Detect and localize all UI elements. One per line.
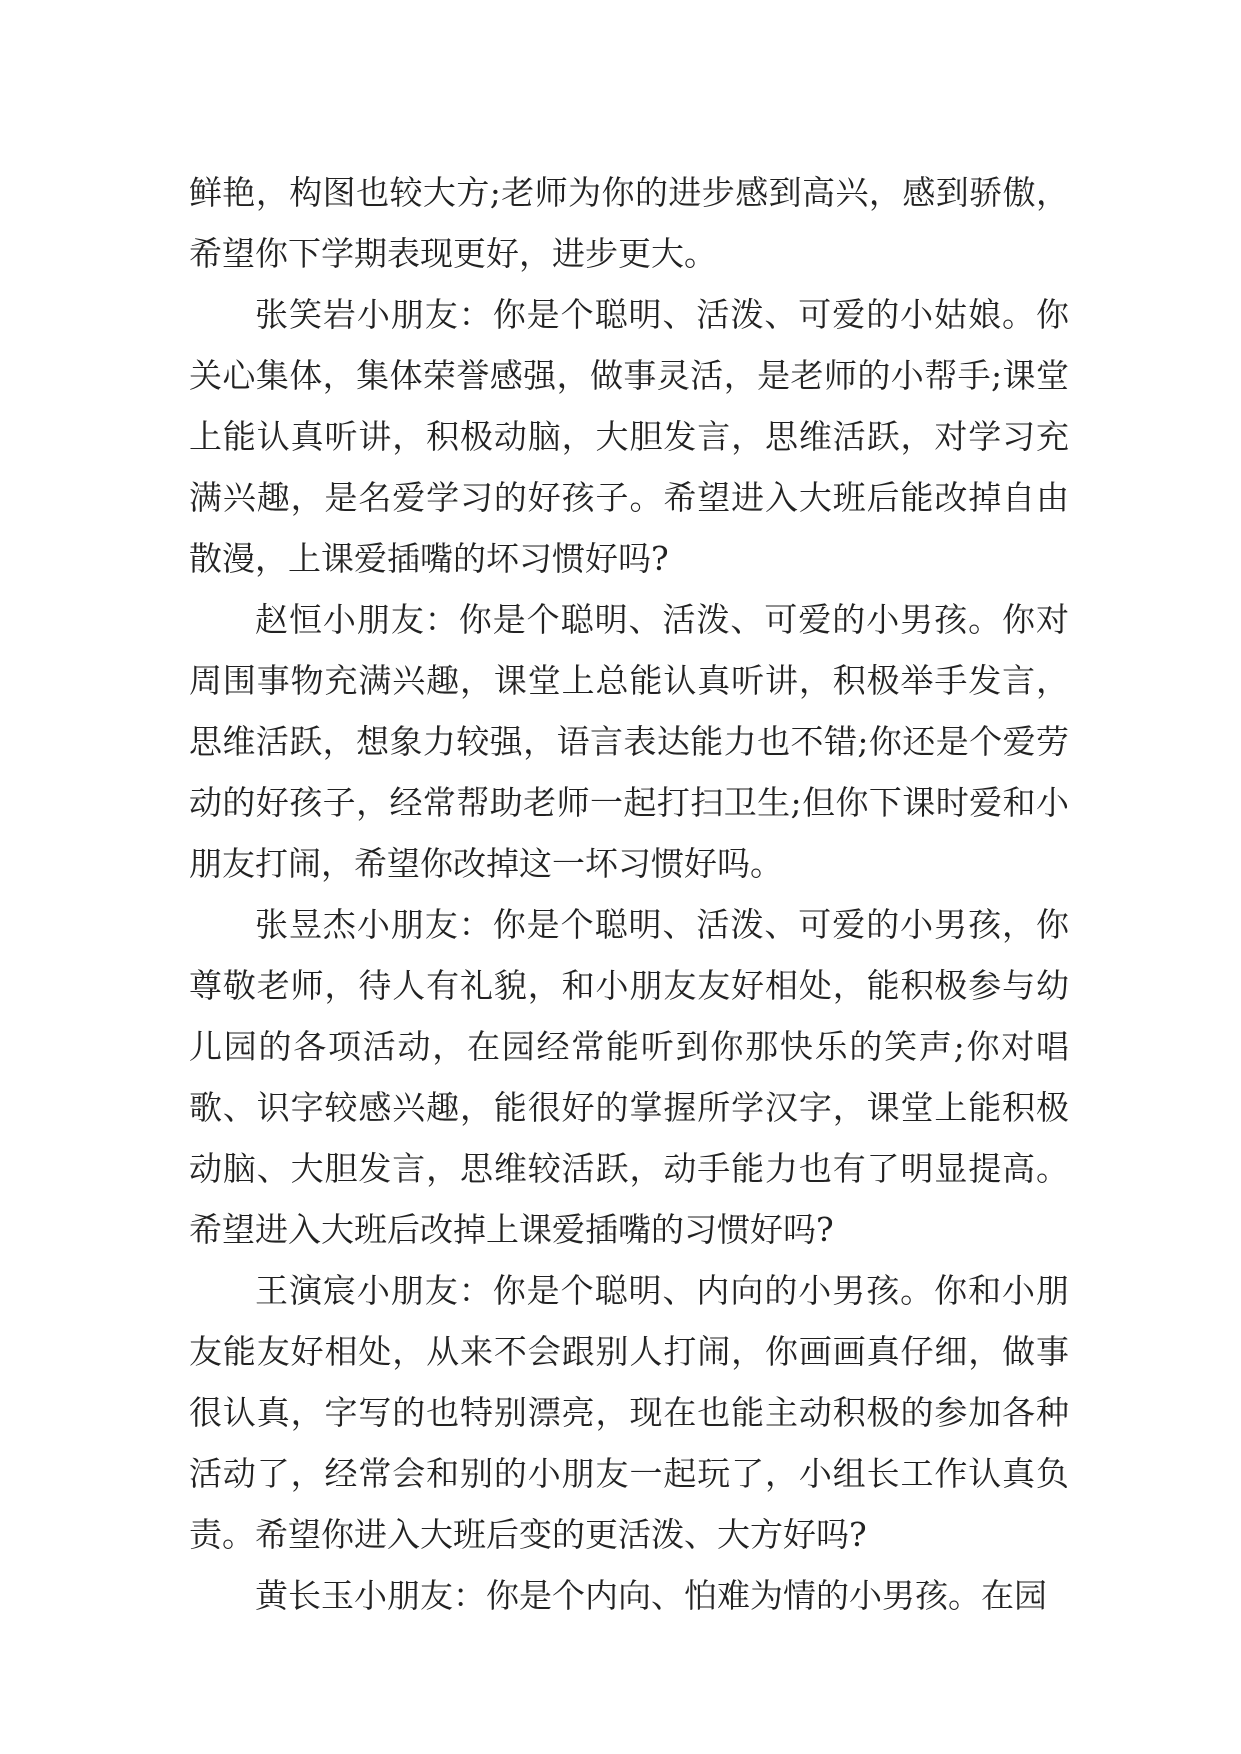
paragraph-huang-changyu: 黄长玉小朋友：你是个内向、怕难为情的小男孩。在园 <box>255 1576 1047 1615</box>
paragraph-zhang-xiaoyan: 张笑岩小朋友：你是个聪明、活泼、可爱的小姑娘。你关心集体，集体荣誉感强，做事灵活，是老师的小帮手;课堂上能认真听讲，积极动脑，大胆发言，思维活跃，对学习充满兴趣，是名爱学习的好孩子。希望进入大班后能改掉自由散漫，上课爱插嘴的坏习惯好吗? <box>189 295 1069 578</box>
document-body <box>189 162 1069 1626</box>
paragraph-zhang-yujie: 张昱杰小朋友：你是个聪明、活泼、可爱的小男孩，你尊敬老师，待人有礼貌，和小朋友友好相处，能积极参与幼儿园的各项活动，在园经常能听到你那快乐的笑声;你对唱歌、识字较感兴趣，能很好的掌握所学汉字，课堂上能积极动脑、大胆发言，思维较活跃，动手能力也有了明显提高。希望进入大班后改掉上课爱插嘴的习惯好吗? <box>189 905 1069 1249</box>
paragraph-continuation: 鲜艳，构图也较大方;老师为你的进步感到高兴，感到骄傲，希望你下学期表现更好，进步更大。 <box>189 173 1069 273</box>
paragraph-wang-yanchen: 王演宸小朋友：你是个聪明、内向的小男孩。你和小朋友能友好相处，从来不会跟别人打闹，你画画真仔细，做事很认真，字写的也特别漂亮，现在也能主动积极的参加各种活动了，经常会和别的小朋友一起玩了，小组长工作认真负责。希望你进入大班后变的更活泼、大方好吗? <box>189 1271 1069 1554</box>
paragraph-zhao-heng: 赵恒小朋友：你是个聪明、活泼、可爱的小男孩。你对周围事物充满兴趣，课堂上总能认真听讲，积极举手发言，思维活跃，想象力较强，语言表达能力也不错;你还是个爱劳动的好孩子，经常帮助老师一起打扫卫生;但你下课时爱和小朋友打闹，希望你改掉这一坏习惯好吗。 <box>189 600 1069 883</box>
